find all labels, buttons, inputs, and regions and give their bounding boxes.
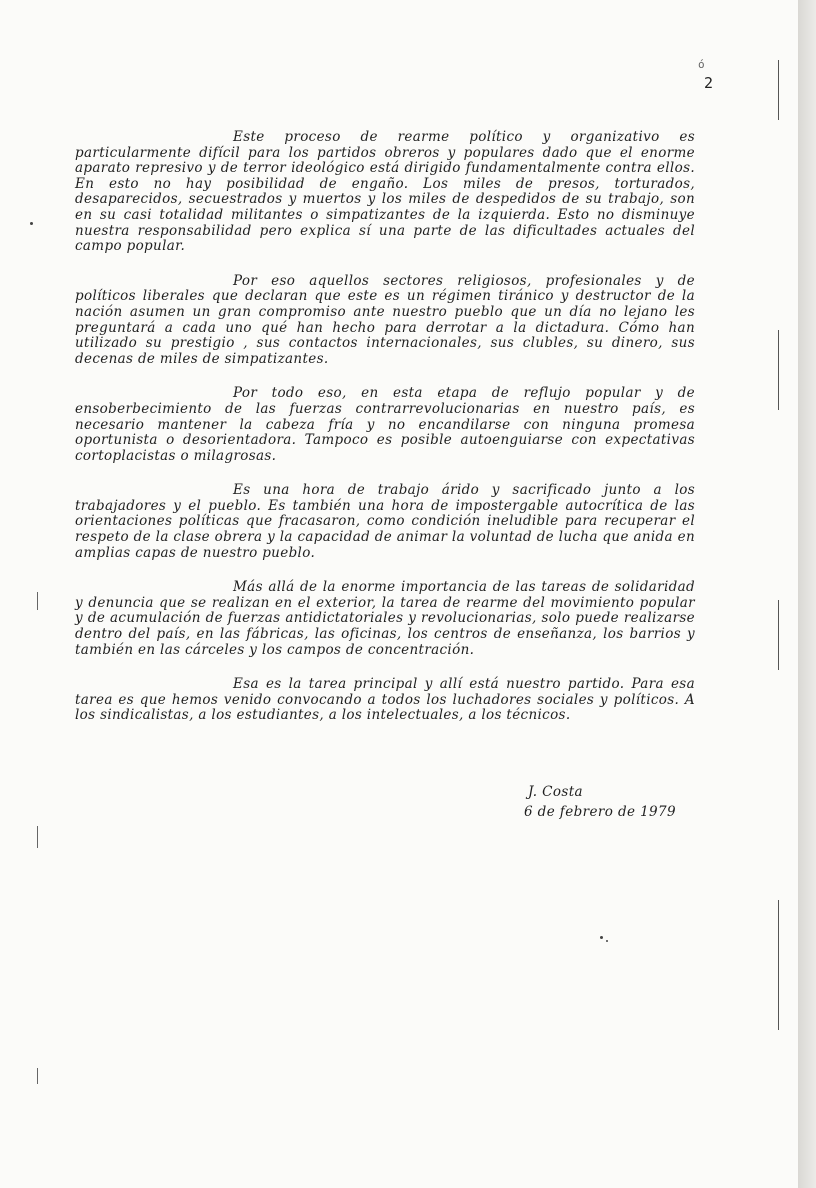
scan-margin-line xyxy=(37,826,38,848)
scan-speck xyxy=(30,222,33,225)
paragraph-1: Este proceso de rearme político y organizativo es particularmente difícil para los partidos obreros y populares dado que el enorme aparato represivo y de terror ideológico está dirigido fundamentalmente contra ellos. En esto no hay posibilidad de engaño. Los miles de presos, torturados, desaparecidos, secuestrados y muertos y los miles de despedidos de su trabajo, son en su casi totalidad militantes o simpatizantes de la izquierda. Esto no disminuye nuestra responsabilidad pero explica sí una parte de las dificultades actuales del campo popular. xyxy=(75,129,695,255)
document-body xyxy=(75,130,695,743)
page-edge xyxy=(798,0,816,1188)
page-mark: ó xyxy=(698,58,705,71)
signature-date: 6 de febrero de 1979 xyxy=(524,804,677,820)
scan-margin-line xyxy=(778,330,779,410)
scan-margin-line xyxy=(778,900,779,1030)
scan-margin-line xyxy=(778,60,779,120)
scan-margin-line xyxy=(778,600,779,670)
scan-speck xyxy=(600,936,603,939)
signature-name: J. Costa xyxy=(528,784,584,800)
page-number: 2 xyxy=(704,74,714,92)
scan-speck xyxy=(606,940,608,942)
paragraph-2: Por eso aquellos sectores religiosos, profesionales y de políticos liberales que declaran que este es un régimen tiránico y destructor de la nación asumen un gran compromiso ante nuestro pueblo que un día no lejano les preguntará a cada uno qué han hecho para derrotar a la dictadura. Cómo han utilizado su prestigio , sus contactos internacionales, sus clubles, su dinero, sus decenas de miles de simpatizantes. xyxy=(75,272,695,367)
paragraph-6: Esa es la tarea principal y allí está nuestro partido. Para esa tarea es que hemos venido convocando a todos los luchadores sociales y políticos. A los sindicalistas, a los estudiantes, a los intelectuales, a los técnicos. xyxy=(75,676,695,724)
paragraph-3: Por todo eso, en esta etapa de reflujo popular y de ensoberbecimiento de las fuerzas contrarrevolucionarias en nuestro país, es necesario mantener la cabeza fría y no encandilarse con ninguna promesa oportunista o desorientadora. Tampoco es posible autoenguiarse con expectativas cortoplacistas o milagrosas. xyxy=(75,385,695,464)
scan-margin-line xyxy=(37,1068,38,1084)
signature-block xyxy=(524,782,676,822)
paragraph-4: Es una hora de trabajo árido y sacrificado junto a los trabajadores y el pueblo. Es también una hora de impostergable autocrítica de las orientaciones políticas que fracasaron, como condición ineludible para recuperar el respeto de la clase obrera y la capacidad de animar la voluntad de lucha que anida en amplias capas de nuestro pueblo. xyxy=(75,482,695,561)
scan-margin-line xyxy=(37,592,38,610)
paragraph-5: Más allá de la enorme importancia de las tareas de solidaridad y denuncia que se realizan en el exterior, la tarea de rearme del movimiento popular y de acumulación de fuerzas antidictatoriales y revolucionarias, solo puede realizarse dentro del país, en las fábricas, las oficinas, los centros de enseñanza, los barrios y también en las cárceles y los campos de concentración. xyxy=(75,579,695,658)
